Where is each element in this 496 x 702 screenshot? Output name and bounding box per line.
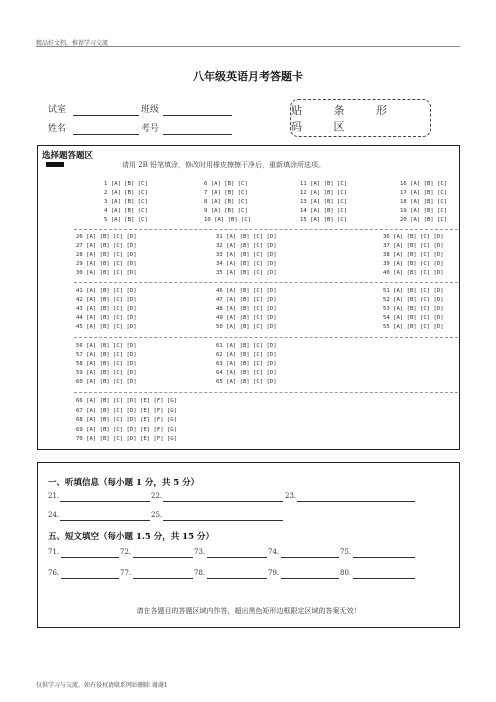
choice-row[interactable]: 53 [A] [B] [C] [D] [383, 306, 444, 312]
choice-row[interactable]: 7 [A] [B] [C] [204, 190, 248, 196]
exam-no-field[interactable] [163, 134, 232, 135]
blank-label: 80. [340, 569, 352, 577]
choice-row[interactable]: 16 [A] [B] [C] [400, 181, 448, 187]
class-field[interactable] [163, 115, 232, 116]
choice-title: 选择题答题区 [42, 151, 94, 161]
choice-row[interactable]: 15 [A] [B] [C] [300, 217, 348, 223]
block-divider [74, 229, 458, 230]
choice-row[interactable]: 27 [A] [B] [C] [D] [76, 243, 137, 249]
choice-col-6 [216, 233, 277, 278]
blank-label: 77. [120, 569, 132, 577]
answer-blank-25[interactable] [163, 520, 283, 521]
choice-row[interactable]: 69 [A] [B] [C] [D] [E] [F] [G] [76, 426, 178, 433]
answer-blank-77[interactable] [133, 578, 193, 579]
choice-col-10 [383, 287, 444, 332]
choice-row[interactable]: 64 [A] [B] [C] [D] [216, 370, 277, 376]
choice-row[interactable]: 43 [A] [B] [C] [D] [76, 306, 137, 312]
choice-row[interactable]: 49 [A] [B] [C] [D] [216, 315, 277, 321]
choice-row[interactable]: 36 [A] [B] [C] [D] [383, 234, 444, 240]
choice-row[interactable]: 55 [A] [B] [C] [D] [383, 324, 444, 330]
choice-row[interactable]: 30 [A] [B] [C] [D] [76, 270, 137, 276]
blank-label: 73. [194, 548, 206, 556]
choice-row[interactable]: 46 [A] [B] [C] [D] [216, 288, 277, 294]
choice-row[interactable]: 10 [A] [B] [C] [204, 217, 252, 223]
blank-label: 74. [268, 548, 280, 556]
choice-col-9 [216, 287, 277, 332]
choice-col-4 [400, 180, 456, 225]
choice-row[interactable]: 13 [A] [B] [C] [300, 199, 348, 205]
choice-row[interactable]: 14 [A] [B] [C] [300, 208, 348, 214]
blank-label: 76. [48, 569, 60, 577]
blank-label: 22. [151, 492, 163, 500]
blank-label: 23. [285, 492, 297, 500]
choice-row[interactable]: 52 [A] [B] [C] [D] [383, 297, 444, 303]
choice-row[interactable]: 66 [A] [B] [C] [D] [E] [F] [G] [76, 398, 178, 404]
choice-row[interactable]: 1 [A] [B] [C] [104, 181, 148, 187]
choice-col-7 [383, 233, 444, 278]
choice-row[interactable]: 38 [A] [B] [C] [D] [383, 252, 444, 258]
choice-row[interactable]: 8 [A] [B] [C] [204, 199, 248, 205]
listening-title: 一、听填信息（每小题 1 分，共 5 分） [48, 478, 200, 488]
choice-row[interactable]: 44 [A] [B] [C] [D] [76, 315, 137, 321]
header-note: 精品好文档，推荐学习交流 [36, 40, 109, 47]
choice-row[interactable]: 58 [A] [B] [C] [D] [76, 361, 137, 367]
choice-row[interactable]: 48 [A] [B] [C] [D] [216, 306, 277, 312]
choice-row[interactable]: 63 [A] [B] [C] [D] [216, 361, 277, 367]
choice-col-3 [300, 180, 356, 225]
answer-blank-76[interactable] [61, 578, 119, 579]
choice-row[interactable]: 39 [A] [B] [C] [D] [383, 261, 444, 267]
school-field[interactable] [73, 115, 139, 116]
choice-row[interactable]: 41 [A] [B] [C] [D] [76, 288, 137, 294]
answer-blank-74[interactable] [281, 557, 339, 558]
answer-blank-24[interactable] [60, 520, 150, 521]
choice-row[interactable]: 56 [A] [B] [C] [D] [76, 343, 137, 349]
choice-row[interactable]: 35 [A] [B] [C] [D] [216, 270, 277, 276]
answer-blank-75[interactable] [353, 557, 415, 558]
answer-blank-79[interactable] [281, 578, 339, 579]
choice-row[interactable]: 51 [A] [B] [C] [D] [383, 288, 444, 294]
choice-row[interactable]: 19 [A] [B] [C] [400, 208, 448, 214]
blank-label: 71. [48, 548, 60, 556]
answer-blank-78[interactable] [207, 578, 267, 579]
choice-row[interactable]: 32 [A] [B] [C] [D] [216, 243, 277, 249]
choice-row[interactable]: 45 [A] [B] [C] [D] [76, 324, 137, 330]
choice-row[interactable]: 3 [A] [B] [C] [104, 199, 148, 205]
answer-blank-73[interactable] [207, 557, 267, 558]
choice-row[interactable]: 34 [A] [B] [C] [D] [216, 261, 277, 267]
footer-note: 仅供学习与交流，如有侵权请联系网站删除 谢谢1 [36, 682, 168, 689]
choice-row[interactable]: 65 [A] [B] [C] [D] [216, 379, 277, 385]
choice-row[interactable]: 57 [A] [B] [C] [D] [76, 352, 137, 358]
blank-label: 25. [151, 511, 163, 519]
block-divider [74, 337, 458, 338]
choice-row[interactable]: 18 [A] [B] [C] [400, 199, 448, 205]
choice-col-11 [76, 342, 137, 387]
timing-mark [46, 162, 64, 167]
block-divider [74, 282, 458, 283]
choice-row[interactable]: 67 [A] [B] [C] [D] [E] [F] [G] [76, 407, 178, 414]
header-divider [36, 46, 460, 47]
choice-row[interactable]: 20 [A] [B] [C] [400, 217, 448, 223]
choice-row[interactable]: 2 [A] [B] [C] [104, 190, 148, 196]
choice-row[interactable]: 59 [A] [B] [C] [D] [76, 370, 137, 376]
choice-row[interactable]: 12 [A] [B] [C] [300, 190, 348, 196]
blank-label: 72. [120, 548, 132, 556]
school-label: 试室 [48, 105, 67, 115]
choice-col-1 [104, 180, 156, 225]
choice-col-13 [76, 397, 177, 445]
barcode-area [290, 99, 431, 137]
answer-blank-23[interactable] [297, 501, 415, 502]
choice-row[interactable]: 54 [A] [B] [C] [D] [383, 315, 444, 321]
choice-col-8 [76, 287, 137, 332]
choice-col-12 [216, 342, 277, 387]
blank-label: 24. [48, 511, 60, 519]
block-divider [74, 392, 458, 393]
choice-row[interactable]: 29 [A] [B] [C] [D] [76, 261, 137, 267]
class-label: 班级 [141, 105, 160, 115]
blank-label: 21. [48, 492, 60, 500]
choice-row[interactable]: 11 [A] [B] [C] [300, 181, 348, 187]
choice-row[interactable]: 31 [A] [B] [C] [D] [216, 234, 277, 240]
answer-blank-22[interactable] [163, 501, 283, 502]
exam-no-label: 考号 [141, 124, 160, 134]
choice-row[interactable]: 70 [A] [B] [C] [D] [E] [F] [G] [76, 436, 178, 442]
blank-label: 75. [340, 548, 352, 556]
choice-row[interactable]: 26 [A] [B] [C] [D] [76, 234, 137, 240]
choice-row[interactable]: 62 [A] [B] [C] [D] [216, 352, 277, 358]
choice-col-5 [76, 233, 137, 278]
barcode-area-label: 贴 条 形 码 区 [291, 104, 401, 133]
page-title: 八年级英语月考答题卡 [193, 70, 303, 83]
name-label: 姓名 [48, 124, 67, 134]
answer-blank-80[interactable] [353, 578, 415, 579]
blank-label: 79. [268, 569, 280, 577]
answer-blank-72[interactable] [133, 557, 193, 558]
choice-row[interactable]: 61 [A] [B] [C] [D] [216, 343, 277, 349]
answer-blank-71[interactable] [61, 557, 119, 558]
choice-row[interactable]: 6 [A] [B] [C] [204, 181, 248, 187]
choice-row[interactable]: 4 [A] [B] [C] [104, 208, 148, 214]
choice-col-2 [204, 180, 256, 225]
blank-label: 78. [194, 569, 206, 577]
choice-row[interactable]: 33 [A] [B] [C] [D] [216, 252, 277, 258]
choice-row[interactable]: 42 [A] [B] [C] [D] [76, 297, 137, 303]
warning-text: 请在各题目的答题区域内作答，超出黑色矩形边框限定区域的答案无效！ [136, 607, 361, 615]
answer-blank-21[interactable] [60, 501, 150, 502]
cloze-title: 五、短文填空（每小题 1.5 分，共 15 分） [48, 532, 214, 542]
choice-row[interactable]: 28 [A] [B] [C] [D] [76, 252, 137, 258]
choice-row[interactable]: 68 [A] [B] [C] [D] [E] [F] [G] [76, 417, 178, 423]
name-field[interactable] [73, 134, 139, 135]
choice-row[interactable]: 50 [A] [B] [C] [D] [216, 324, 277, 330]
choice-instruction: 请用 2B 铅笔填涂，修改时用橡皮擦擦干净后，重新填涂所选项。 [122, 161, 326, 169]
choice-row[interactable]: 60 [A] [B] [C] [D] [76, 379, 137, 385]
choice-row[interactable]: 47 [A] [B] [C] [D] [216, 297, 277, 303]
choice-row[interactable]: 37 [A] [B] [C] [D] [383, 243, 444, 249]
choice-row[interactable]: 40 [A] [B] [C] [D] [383, 270, 444, 276]
choice-row[interactable]: 17 [A] [B] [C] [400, 190, 448, 196]
choice-row[interactable]: 9 [A] [B] [C] [204, 208, 248, 214]
choice-row[interactable]: 5 [A] [B] [C] [104, 217, 148, 223]
